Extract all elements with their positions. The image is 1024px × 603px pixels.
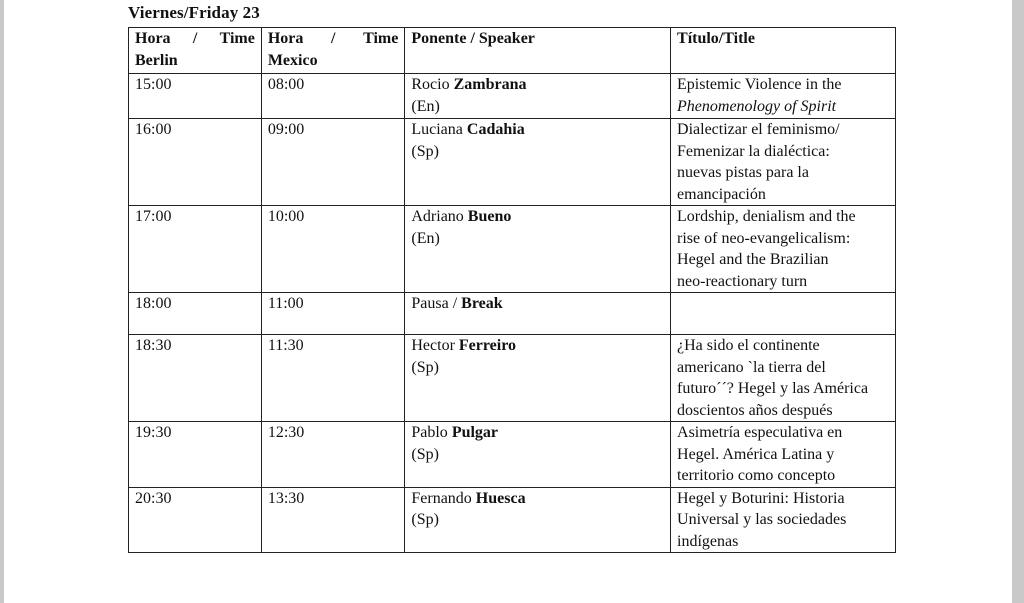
speaker-lang: (En) bbox=[411, 229, 440, 247]
speaker-cell bbox=[405, 206, 671, 293]
berlin-time: 20:30 bbox=[129, 487, 262, 553]
speaker-last: Bueno bbox=[467, 208, 512, 225]
speaker-lang: (Sp) bbox=[411, 511, 439, 528]
schedule-table bbox=[128, 27, 896, 553]
speaker-first: Adriano bbox=[411, 208, 464, 225]
header-row bbox=[129, 28, 896, 74]
day-heading: Viernes/Friday 23 bbox=[128, 3, 260, 22]
speaker-first: Pablo bbox=[411, 424, 448, 441]
speaker-cell bbox=[405, 422, 671, 488]
header-title: Título/Title bbox=[671, 28, 896, 74]
header-speaker: Ponente / Speaker bbox=[405, 28, 671, 74]
table-row bbox=[129, 487, 896, 553]
header-mexico-a: Hora bbox=[267, 30, 304, 47]
speaker-cell bbox=[405, 487, 671, 553]
break-label: Pausa / bbox=[411, 295, 458, 312]
speaker-lang: (Sp) bbox=[411, 445, 439, 463]
header-berlin-b: Time bbox=[219, 30, 255, 47]
table-row bbox=[129, 293, 896, 335]
speaker-cell bbox=[405, 293, 671, 335]
speaker-lang: (En) bbox=[411, 97, 440, 115]
speaker-last: Huesca bbox=[475, 489, 526, 507]
mexico-time: 11:30 bbox=[261, 335, 405, 422]
speaker-last: Ferreiro bbox=[458, 337, 517, 354]
break-label-en: Break bbox=[461, 295, 503, 312]
speaker-last: Pulgar bbox=[451, 424, 499, 441]
berlin-time: 18:00 bbox=[129, 293, 262, 335]
table-row bbox=[129, 422, 896, 488]
header-berlin-time bbox=[129, 28, 262, 74]
table-row bbox=[129, 119, 896, 206]
berlin-time: 18:30 bbox=[129, 335, 262, 422]
header-mexico-c: Mexico bbox=[267, 51, 318, 69]
speaker-last: Cadahia bbox=[466, 121, 525, 138]
table-row bbox=[129, 335, 896, 422]
mexico-time: 12:30 bbox=[261, 422, 405, 488]
header-berlin-a: Hora bbox=[135, 30, 171, 47]
berlin-time: 15:00 bbox=[129, 74, 262, 119]
talk-title: Asimetría especulativa en Hegel. América Latina y territorio como concepto bbox=[671, 422, 896, 488]
speaker-lang: (Sp) bbox=[411, 358, 439, 376]
speaker-cell bbox=[405, 119, 671, 206]
speaker-last: Zambrana bbox=[453, 76, 527, 93]
table-row bbox=[129, 206, 896, 293]
speaker-first: Fernando bbox=[411, 489, 472, 507]
speaker-first: Luciana bbox=[411, 121, 463, 138]
speaker-cell bbox=[405, 335, 671, 422]
speaker-lang: (Sp) bbox=[411, 142, 439, 160]
talk-title bbox=[671, 293, 896, 335]
table-row bbox=[129, 74, 896, 119]
header-mexico-time bbox=[261, 28, 405, 74]
mexico-time: 09:00 bbox=[261, 119, 405, 206]
header-mexico-sep: / bbox=[331, 30, 336, 47]
talk-title-italic: Phenomenology of Spirit bbox=[677, 97, 837, 115]
speaker-first: Rocio bbox=[411, 76, 450, 93]
talk-title: Dialectizar el feminismo/ Femenizar la dialéctica: nuevas pistas para la emancipación bbox=[671, 119, 896, 206]
document-page bbox=[4, 0, 1012, 603]
mexico-time: 10:00 bbox=[261, 206, 405, 293]
talk-title-text: Epistemic Violence in the bbox=[677, 76, 842, 93]
berlin-time: 17:00 bbox=[129, 206, 262, 293]
mexico-time: 11:00 bbox=[261, 293, 405, 335]
speaker-first: Hector bbox=[411, 337, 455, 354]
header-berlin-sep: / bbox=[192, 30, 198, 47]
talk-title: Hegel y Boturini: Historia Universal y las sociedades indígenas bbox=[671, 487, 896, 553]
talk-title: Lordship, denialism and the rise of neo-evangelicalism: Hegel and the Brazilian neo-reactionary turn bbox=[671, 206, 896, 293]
speaker-cell bbox=[405, 74, 671, 119]
mexico-time: 08:00 bbox=[261, 74, 405, 119]
talk-title: ¿Ha sido el continente americano `la tierra del futuro´´? Hegel y las América doscientos años después bbox=[671, 335, 896, 422]
header-berlin-c: Berlin bbox=[135, 51, 178, 69]
talk-title bbox=[671, 74, 896, 119]
mexico-time: 13:30 bbox=[261, 487, 405, 553]
header-mexico-b: Time bbox=[363, 30, 399, 47]
berlin-time: 16:00 bbox=[129, 119, 262, 206]
berlin-time: 19:30 bbox=[129, 422, 262, 488]
